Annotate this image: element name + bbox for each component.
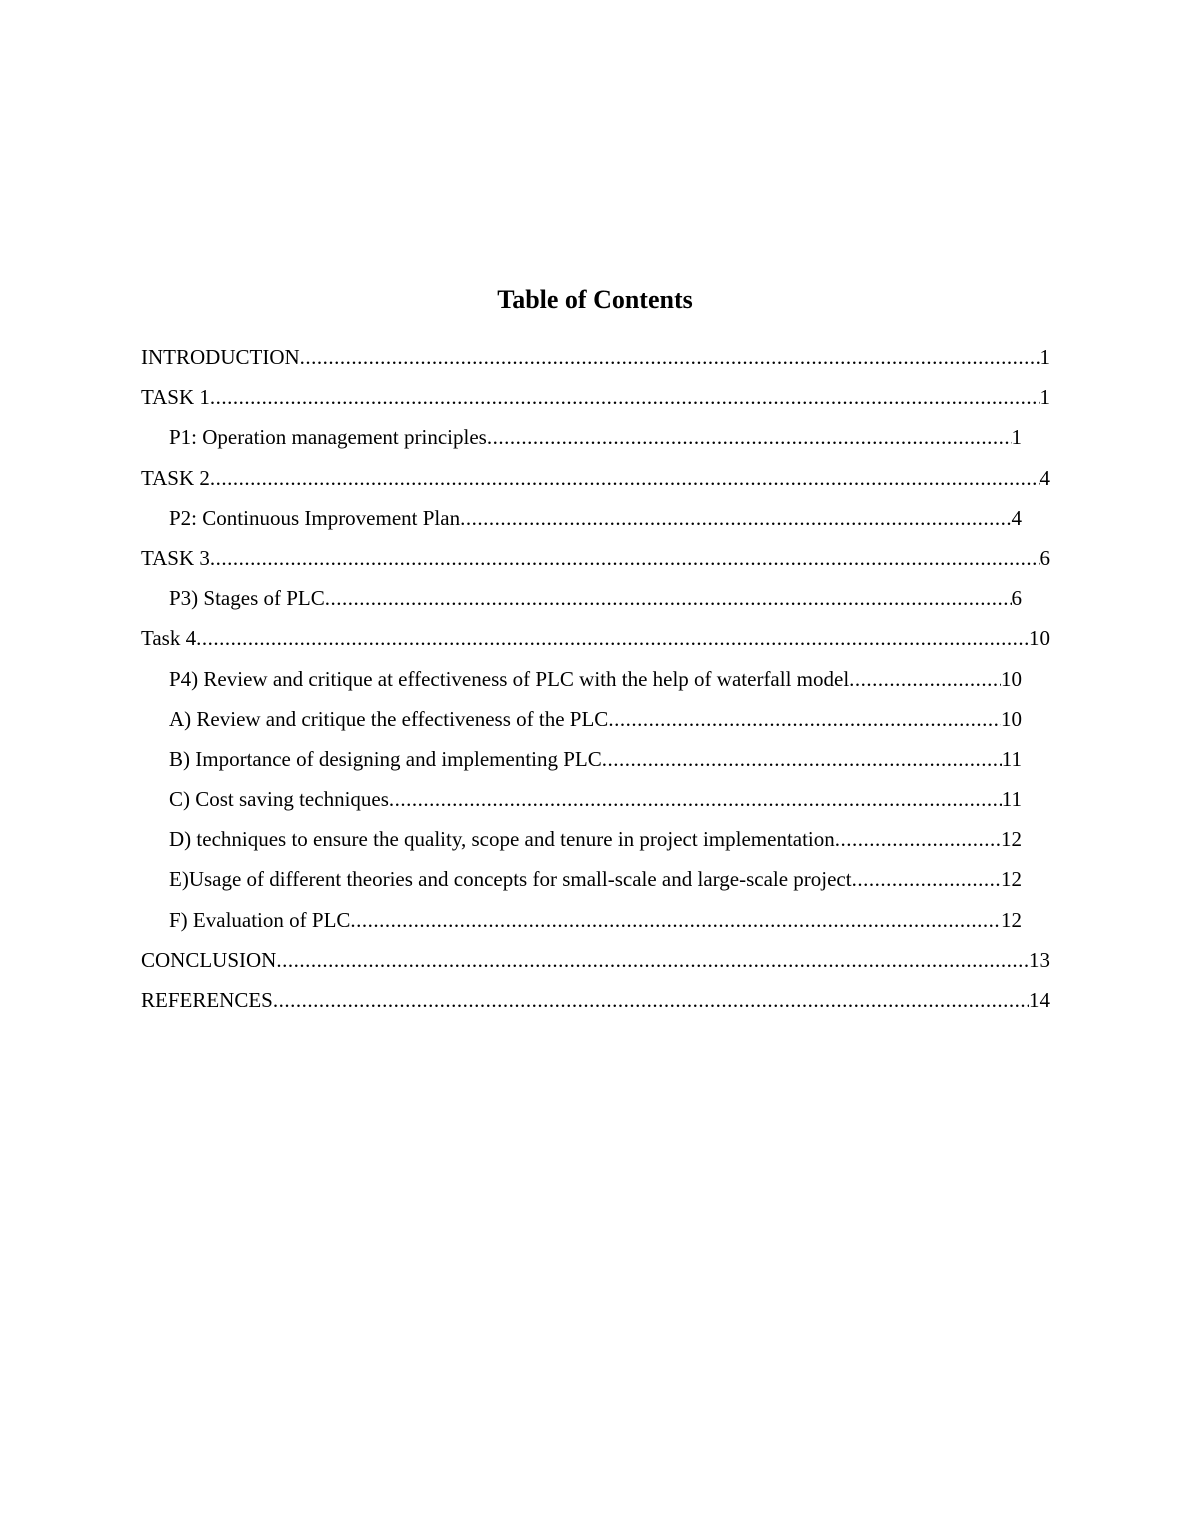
- toc-page-number: 12: [1001, 907, 1022, 932]
- toc-leader-dots: [350, 903, 1001, 937]
- toc-entry-label: INTRODUCTION: [141, 345, 300, 369]
- toc-page-number: 13: [1029, 947, 1050, 972]
- toc-entry-task-3[interactable]: [0, 541, 1050, 581]
- toc-page-number: 12: [1001, 867, 1022, 892]
- toc-page-number: 14: [1029, 988, 1050, 1012]
- toc-entry-label: TASK 3: [141, 545, 210, 570]
- toc-entry-p4[interactable]: [0, 662, 1022, 702]
- toc-entry-label: F) Evaluation of PLC: [169, 907, 351, 932]
- toc-leader-dots: [487, 420, 1012, 454]
- toc-leader-dots: [196, 621, 1029, 655]
- toc-entry-label: TASK 2: [141, 465, 210, 490]
- toc-page-number: 4: [1011, 505, 1022, 530]
- toc-entry-label: P1: Operation management principles: [169, 425, 487, 450]
- toc-page-number: 1: [1039, 385, 1050, 410]
- toc-leader-dots: [602, 742, 1002, 776]
- toc-page-number: 6: [1011, 586, 1022, 611]
- toc-entry-c[interactable]: [0, 782, 1022, 822]
- toc-leader-dots: [210, 380, 1040, 414]
- toc-leader-dots: [608, 702, 1001, 736]
- toc-entry-label: P3) Stages of PLC: [169, 586, 325, 611]
- toc-entry-label: CONCLUSION: [141, 947, 277, 972]
- toc-leader-dots: [460, 501, 1011, 535]
- toc-entry-conclusion[interactable]: [0, 943, 1050, 983]
- toc-page-number: 10: [1001, 706, 1022, 731]
- toc-entry-label: Task 4: [141, 626, 197, 651]
- toc-entry-label: A) Review and critique the effectiveness of the PLC: [169, 706, 609, 731]
- toc-entry-introduction[interactable]: [0, 340, 1050, 380]
- toc-entry-references[interactable]: [0, 983, 1050, 1023]
- toc-entry-label: D) techniques to ensure the quality, scope and tenure in project implementation: [169, 827, 835, 852]
- toc-leader-dots: [852, 862, 1001, 896]
- toc-entry-task-2[interactable]: [0, 461, 1050, 501]
- toc-page-number: 6: [1039, 545, 1050, 570]
- toc-leader-dots: [300, 340, 1040, 374]
- toc-page-number: 12: [1001, 827, 1022, 852]
- toc-page-number: 1: [1039, 345, 1050, 369]
- toc-page-number: 1: [1011, 425, 1022, 450]
- toc-leader-dots: [273, 983, 1029, 1017]
- toc-entry-task-4[interactable]: [0, 621, 1050, 661]
- toc-entry-p1[interactable]: [0, 420, 1022, 460]
- toc-list: [0, 340, 1190, 1023]
- toc-leader-dots: [325, 581, 1012, 615]
- toc-leader-dots: [210, 541, 1040, 575]
- toc-page-number: 10: [1001, 666, 1022, 691]
- toc-page-number: 11: [1001, 746, 1022, 771]
- toc-entry-task-1[interactable]: [0, 380, 1050, 420]
- toc-leader-dots: [849, 662, 1001, 696]
- toc-entry-label: B) Importance of designing and implementing PLC: [169, 746, 602, 771]
- toc-entry-label: P4) Review and critique at effectiveness of PLC with the help of waterfall model: [169, 666, 850, 691]
- toc-entry-label: P2: Continuous Improvement Plan: [169, 505, 461, 530]
- toc-entry-p3[interactable]: [0, 581, 1022, 621]
- toc-entry-a[interactable]: [0, 702, 1022, 742]
- toc-entry-f[interactable]: [0, 903, 1022, 943]
- toc-leader-dots: [210, 461, 1040, 495]
- toc-leader-dots: [389, 782, 1002, 816]
- toc-entry-label: C) Cost saving techniques: [169, 787, 389, 812]
- toc-entry-label: E)Usage of different theories and concepts for small-scale and large-scale project: [169, 867, 852, 892]
- toc-entry-b[interactable]: [0, 742, 1022, 782]
- toc-entry-p2[interactable]: [0, 501, 1022, 541]
- toc-entry-d[interactable]: [0, 822, 1022, 862]
- toc-leader-dots: [276, 943, 1029, 977]
- toc-page-number: 11: [1001, 787, 1022, 812]
- toc-entry-label: TASK 1: [141, 385, 210, 410]
- toc-leader-dots: [835, 822, 1001, 856]
- toc-page-number: 4: [1039, 465, 1050, 490]
- toc-title: Table of Contents: [497, 285, 693, 314]
- toc-entry-label: REFERENCES: [141, 988, 273, 1012]
- toc-entry-e[interactable]: [0, 862, 1022, 902]
- toc-page-number: 10: [1029, 626, 1050, 651]
